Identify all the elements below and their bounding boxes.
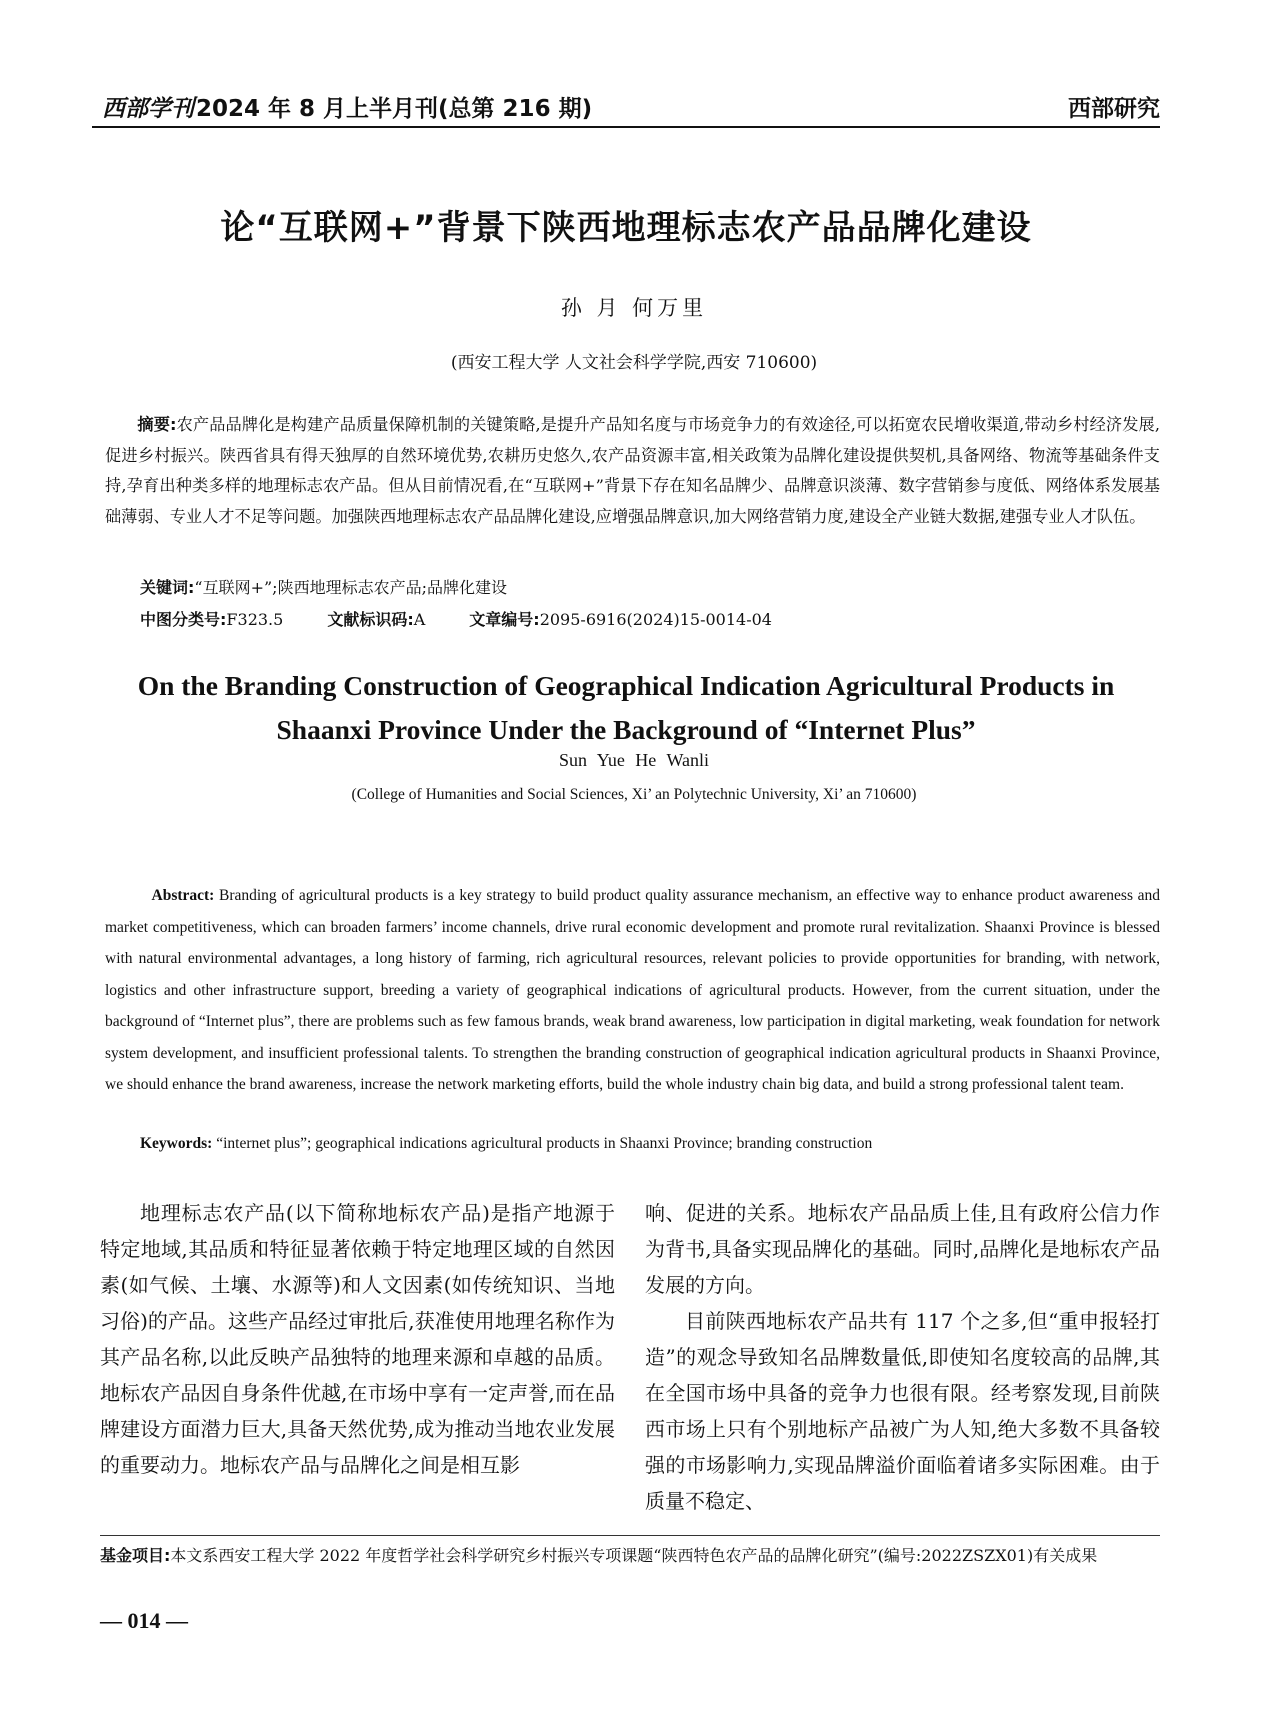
chinese-authors: 孙 月 何万里 bbox=[560, 296, 708, 320]
page-number: — 014 — bbox=[100, 1608, 188, 1633]
right-column bbox=[645, 1195, 1160, 1519]
chinese-keywords bbox=[140, 575, 507, 598]
left-column bbox=[100, 1195, 615, 1519]
doc-code-label: 文献标识码: bbox=[327, 610, 414, 629]
english-keywords-label: Keywords: bbox=[140, 1135, 213, 1152]
section-name: 西部研究 bbox=[1068, 96, 1160, 122]
classification-row bbox=[140, 607, 1140, 630]
english-abstract-label: Abstract: bbox=[151, 887, 215, 904]
abstract-label: 摘要: bbox=[137, 415, 177, 434]
english-keywords bbox=[140, 1135, 872, 1153]
funding-label: 基金项目: bbox=[100, 1546, 171, 1565]
keywords-text: “互联网+”;陕西地理标志农产品;品牌化建设 bbox=[194, 578, 507, 597]
english-title: On the Branding Construction of Geographical Indication Agricultural Products in Shaanxi Province Under the Background of “Internet Plus” bbox=[137, 670, 1115, 745]
doc-code-value: A bbox=[413, 610, 426, 629]
funding-footnote bbox=[100, 1540, 1160, 1571]
clc-label: 中图分类号: bbox=[140, 610, 227, 629]
english-abstract-text: Branding of agricultural products is a key strategy to build product quality assurance mechanism, an effective way to enhance product awareness and market competitiveness, which can broaden farmers’ income channels, drive rural economic development and promote rural revitalization. Shaanxi Province is blessed with natural environmental advantages, a long history of farming, rich agricultural resources, relevant policies to provide opportunities for branding, with network, logistics and other infrastructure support, breeding a variety of geographical indications of agricultural products. However, from the current situation, under the background of “Internet plus”, there are problems such as few famous brands, weak brand awareness, low participation in digital marketing, weak foundation for network system development, and insufficient professional talents. To strengthen the branding construction of geographical indication agricultural products in Shaanxi Province, we should enhance the brand awareness, increase the network marketing efforts, build the whole industry chain big data, and build a strong professional talent team. bbox=[105, 887, 1160, 1093]
chinese-abstract bbox=[105, 410, 1160, 532]
chinese-affiliation: (西安工程大学 人文社会科学学院,西安 710600) bbox=[450, 353, 818, 373]
english-authors: Sun Yue He Wanli bbox=[558, 750, 710, 770]
keywords-label: 关键词: bbox=[140, 578, 195, 597]
body-paragraph: 响、促进的关系。地标农产品品质上佳,且有政府公信力作为背书,具备实现品牌化的基础。同时,品牌化是地标农产品发展的方向。 bbox=[645, 1201, 1160, 1297]
article-no-value: 2095-6916(2024)15-0014-04 bbox=[539, 610, 772, 629]
body-columns bbox=[100, 1195, 1160, 1519]
abstract-text: 农产品品牌化是构建产品质量保障机制的关键策略,是提升产品知名度与市场竞争力的有效途径,可以拓宽农民增收渠道,带动乡村经济发展,促进乡村振兴。陕西省具有得天独厚的自然环境优势,农耕历史悠久,农产品资源丰富,相关政策为品牌化建设提供契机,具备网络、物流等基础条件支持,孕育出种类多样的地理标志农产品。但从目前情况看,在“互联网+”背景下存在知名品牌少、品牌意识淡薄、数字营销参与度低、网络体系发展基础薄弱、专业人才不足等问题。加强陕西地理标志农产品品牌化建设,应增强品牌意识,加大网络营销力度,建设全产业链大数据,建强专业人才队伍。 bbox=[105, 415, 1160, 526]
journal-logo: 西部学刊 bbox=[102, 95, 194, 122]
clc-value: F323.5 bbox=[226, 610, 284, 629]
chinese-title: 论“互联网+”背景下陕西地理标志农产品品牌化建设 bbox=[220, 208, 1032, 248]
running-header bbox=[92, 86, 1160, 128]
english-abstract bbox=[105, 880, 1160, 1101]
article-no-label: 文章编号: bbox=[469, 610, 540, 629]
body-paragraph: 目前陕西地标农产品共有 117 个之多,但“重申报轻打造”的观念导致知名品牌数量低,即使知名度较高的品牌,其在全国市场中具备的竞争力也很有限。经考察发现,目前陕西市场上只有个别地标产品被广为人知,绝大多数不具备较强的市场影响力,实现品牌溢价面临着诸多实际困难。由于质量不稳定、 bbox=[645, 1309, 1160, 1513]
funding-text: 本文系西安工程大学 2022 年度哲学社会科学研究乡村振兴专项课题“陕西特色农产品的品牌化研究”(编号:2022ZSZX01)有关成果 bbox=[170, 1546, 1098, 1565]
body-paragraph: 地理标志农产品(以下简称地标农产品)是指产地源于特定地域,其品质和特征显著依赖于特定地理区域的自然因素(如气候、土壤、水源等)和人文因素(如传统知识、当地习俗)的产品。这些产品经过审批后,获准使用地理名称作为其产品名称,以此反映产品独特的地理来源和卓越的品质。地标农产品因自身条件优越,在市场中享有一定声誉,而在品牌建设方面潜力巨大,具备天然优势,成为推动当地农业发展的重要动力。地标农产品与品牌化之间是相互影 bbox=[100, 1201, 615, 1477]
footnote-divider bbox=[100, 1535, 1160, 1536]
journal-issue bbox=[102, 90, 592, 123]
english-keywords-text: “internet plus”; geographical indications agricultural products in Shaanxi Province; branding construction bbox=[216, 1135, 873, 1152]
issue-info: 2024 年 8 月上半月刊(总第 216 期) bbox=[196, 96, 593, 122]
english-affiliation: (College of Humanities and Social Sciences, Xi’ an Polytechnic University, Xi’ an 710600) bbox=[351, 786, 917, 803]
